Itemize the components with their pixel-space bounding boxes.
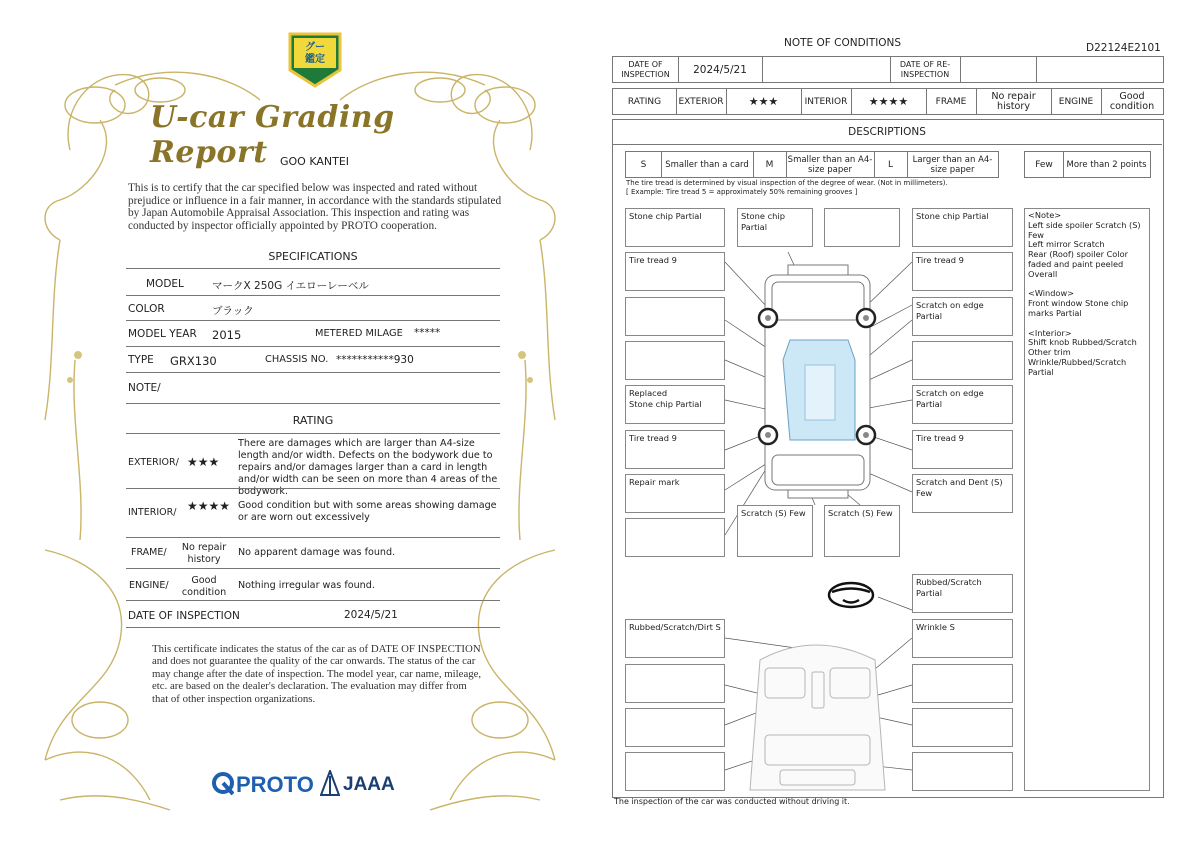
damage-box: Tire tread 9 — [625, 252, 725, 291]
color-value: ブラック — [212, 305, 254, 317]
issuer-name: GOO KANTEI — [280, 155, 350, 168]
condition-notes: <Note> Left side spoiler Scratch (S) Few Left mirror Scratch Rear (Roof) spoiler Color faded and paint peeled Overall <Window> Front window Stone chip marks Partial <Interior> Shift knob Rubbed/Scratch Other trim Wrinkle/Rubbed/Scratch Partial — [1024, 208, 1150, 791]
legend-m: M — [753, 152, 787, 177]
damage-box — [625, 664, 725, 703]
frame-description: No apparent damage was found. — [238, 547, 396, 558]
color-label: COLOR — [128, 303, 165, 315]
damage-box — [625, 518, 725, 557]
damage-box — [912, 708, 1013, 747]
jaaa-logo-icon — [320, 770, 340, 796]
tire-note-1: The tire tread is determined by visual inspection of the degree of wear. (Not in millimeters). — [626, 179, 948, 187]
model-value: マークX 250G イエローレーベル — [212, 280, 369, 292]
damage-box: Tire tread 9 — [912, 252, 1013, 291]
exterior-stars: ★★★ — [187, 455, 220, 469]
exterior-stars: ★★★ — [726, 89, 802, 114]
damage-box: Scratch and Dent (S) Few — [912, 474, 1013, 513]
divider — [126, 537, 500, 538]
date-of-inspection-value: 2024/5/21 — [344, 609, 398, 621]
exterior-description: There are damages which are larger than A4-size length and/or width. Defects on the bodywork due to repairs and/or damages larger than a card in length and/or width can be seen on more than 4 areas of the bodywork. — [238, 438, 498, 497]
descriptions-heading: DESCRIPTIONS — [848, 126, 926, 138]
divider — [126, 320, 500, 321]
interior-label: INTERIOR — [801, 89, 852, 114]
damage-box: Rubbed/Scratch/Dirt S — [625, 619, 725, 658]
damage-box: Scratch on edge Partial — [912, 385, 1013, 424]
chassis-value: ***********930 — [336, 354, 414, 366]
damage-box — [824, 208, 900, 247]
frame-label: FRAME/ — [131, 547, 167, 558]
type-value: GRX130 — [170, 354, 217, 368]
damage-box — [625, 341, 725, 380]
model-label: MODEL — [146, 278, 184, 290]
damage-box: Stone chip Partial — [625, 208, 725, 247]
engine-value: Good condition — [1109, 90, 1155, 112]
damage-box: Tire tread 9 — [912, 430, 1013, 469]
damage-box — [912, 341, 1013, 380]
certify-text: This is to certify that the car specified below was inspected and rated without prejudice or influence in a fair manner, in accordance with the standards stipulated by Japan Automobile Appraisal Association. This inspection and rating was conducted by inspector officially appointed by PROTO cooperation. — [128, 182, 502, 232]
conditions-title: NOTE OF CONDITIONS — [784, 37, 902, 49]
divider — [126, 295, 500, 296]
engine-label: ENGINE — [1051, 89, 1102, 114]
rating-label: RATING — [613, 89, 677, 114]
footer-note: The inspection of the car was conducted without driving it. — [614, 797, 850, 806]
damage-box: Stone chip Partial — [737, 208, 813, 247]
divider — [126, 268, 500, 269]
document-id: D22124E2101 — [1086, 42, 1161, 54]
damage-box — [912, 664, 1013, 703]
damage-box — [625, 297, 725, 336]
divider — [126, 372, 500, 373]
damage-box — [625, 708, 725, 747]
proto-logo: PROTO — [236, 772, 314, 797]
interior-label: INTERIOR/ — [128, 507, 177, 518]
legend-l-desc: Larger than an A4-size paper — [912, 154, 993, 175]
legend-m-desc: Smaller than an A4-size paper — [786, 152, 875, 177]
exterior-label: EXTERIOR — [676, 89, 727, 114]
damage-box: Repair mark — [625, 474, 725, 513]
damage-box: Wrinkle S — [912, 619, 1013, 658]
legend-l: L — [874, 152, 908, 177]
type-label: TYPE — [128, 354, 154, 366]
badge-text: グー 鑑定 — [305, 42, 325, 65]
divider — [126, 600, 500, 601]
damage-box: Scratch on edge Partial — [912, 297, 1013, 336]
jaaa-logo: JAAA — [343, 774, 395, 795]
date-of-reinspection-label: DATE OF RE-INSPECTION — [890, 57, 961, 82]
rating-heading: RATING — [292, 414, 334, 427]
divider — [126, 488, 500, 489]
divider — [126, 433, 500, 434]
interior-description: Good condition but with some areas showing damage or are worn out excessively — [238, 500, 497, 523]
tire-note-2: [ Example: Tire tread 5 = approximately 50% remaining grooves ] — [626, 188, 858, 196]
specifications-heading: SPECIFICATIONS — [268, 250, 358, 263]
frame-label: FRAME — [926, 89, 977, 114]
legend-s: S — [626, 152, 662, 177]
damage-box: Scratch (S) Few — [824, 505, 900, 557]
exterior-label: EXTERIOR/ — [128, 457, 179, 468]
engine-label: ENGINE/ — [129, 580, 169, 591]
frame-value: No repair history — [181, 542, 227, 565]
divider — [126, 403, 500, 404]
damage-box: Replaced Stone chip Partial — [625, 385, 725, 424]
report-title: U-car Grading Report — [150, 100, 395, 170]
damage-box: Stone chip Partial — [912, 208, 1013, 247]
date-of-inspection-label: DATE OF INSPECTION — [613, 57, 679, 82]
damage-box: Scratch (S) Few — [737, 505, 813, 557]
date-of-inspection-label: DATE OF INSPECTION — [128, 610, 240, 622]
note-label: NOTE/ — [128, 382, 161, 394]
milage-value: ***** — [414, 327, 441, 339]
divider — [126, 346, 500, 347]
milage-label: METERED MILAGE — [315, 328, 403, 339]
disclaimer-text: This certificate indicates the status of the car as of DATE OF INSPECTION and does not guarantee the quality of the car onwards. The status of the car may change after the date of inspection. The model year, car name, mileage, etc. are based on the dealer's declaration. The evaluation may differ from that of other inspection organizations. — [152, 643, 482, 705]
chassis-label: CHASSIS NO. — [265, 354, 329, 365]
legend-s-desc: Smaller than a card — [661, 152, 754, 177]
date-of-inspection-value: 2024/5/21 — [678, 57, 763, 82]
interior-stars: ★★★★ — [851, 89, 927, 114]
damage-box: Tire tread 9 — [625, 430, 725, 469]
legend-few: Few — [1025, 152, 1064, 177]
divider — [126, 568, 500, 569]
damage-box: Rubbed/Scratch Partial — [912, 574, 1013, 613]
damage-box — [912, 752, 1013, 791]
legend-few-desc: More than 2 points — [1066, 159, 1147, 170]
note-of-conditions — [600, 0, 1200, 848]
divider — [126, 627, 500, 628]
frame-value: No repair history — [976, 89, 1052, 114]
model-year-value: 2015 — [212, 328, 242, 342]
interior-stars: ★★★★ — [187, 499, 231, 513]
engine-value: Good condition — [181, 575, 227, 598]
engine-description: Nothing irregular was found. — [238, 580, 375, 591]
damage-box — [625, 752, 725, 791]
proto-logo-icon — [212, 772, 234, 796]
model-year-label: MODEL YEAR — [128, 328, 197, 340]
